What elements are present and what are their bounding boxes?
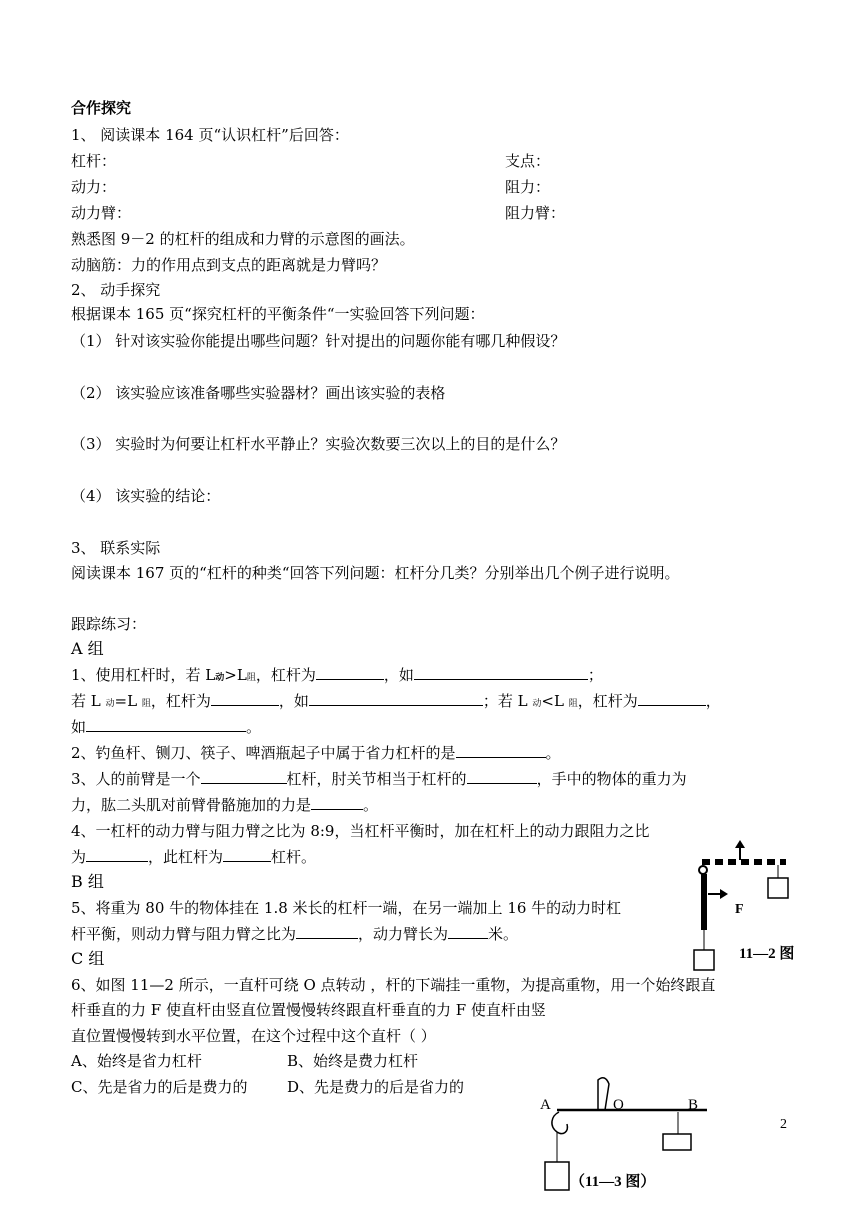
force-label: F xyxy=(735,902,744,917)
right-weight xyxy=(663,1134,691,1150)
figure-11-2-caption: 11—2 图 xyxy=(739,946,795,962)
q4-line1: 4、一杠杆的动力臂与阻力臂之比为 8:9，当杠杆平衡时，加在杠杆上的动力跟阻力之比 xyxy=(71,822,650,840)
option-c: C、先是省力的后是费力的 xyxy=(71,1078,248,1096)
s1-right-1: 阻力： xyxy=(505,178,551,196)
s1-left-1: 动力： xyxy=(71,178,117,196)
q1-line3: 如 。 xyxy=(71,718,262,736)
q1-line2: 若 L 动=L 阻，杠杆为 ，如 ；若 L 动<L 阻，杠杆为 ， xyxy=(71,692,721,710)
s2-q1: （1） 针对该实验你能提出哪些问题？针对提出的问题你能有哪几种假设？ xyxy=(71,332,566,350)
answer-blank[interactable] xyxy=(448,924,488,939)
s2-title: 2、 动手探究 xyxy=(71,281,161,299)
q6-line3: 直位置慢慢转到水平位置，在这个过程中这个直杆（ ） xyxy=(71,1027,436,1045)
answer-blank[interactable] xyxy=(316,665,384,680)
answer-blank[interactable] xyxy=(638,691,706,706)
answer-blank[interactable] xyxy=(309,691,483,706)
answer-blank[interactable] xyxy=(201,769,287,784)
q6-line1: 6、如图 11—2 所示，一直杆可绕 O 点转动 ，杆的下端挂一重物，为提高重物，用一个始终跟直 xyxy=(71,976,716,994)
answer-blank[interactable] xyxy=(311,795,363,810)
force-arrow-head xyxy=(720,889,728,899)
answer-blank[interactable] xyxy=(211,691,279,706)
answer-blank[interactable] xyxy=(86,847,148,862)
q5-line1: 5、将重为 80 牛的物体挂在 1.8 米长的杠杆一端，在另一端加上 16 牛的动力时杠 xyxy=(71,899,622,917)
answer-blank[interactable] xyxy=(467,769,537,784)
section-heading: 合作探究 xyxy=(71,99,132,117)
answer-blank[interactable] xyxy=(223,847,271,862)
option-b: B、始终是费力杠杆 xyxy=(287,1052,419,1070)
label-b: B xyxy=(688,1097,699,1113)
option-a: A、始终是省力杠杆 xyxy=(71,1052,202,1070)
s1-right-2: 阻力臂： xyxy=(505,204,566,222)
pivot-o xyxy=(699,866,707,874)
answer-blank[interactable] xyxy=(456,743,546,758)
q1-line1: 1、使用杠杆时，若 L动>L阻，杠杆为 ，如 ； xyxy=(71,666,603,684)
s3-text: 阅读课本 167 页的“杠杆的种类“回答下列问题：杠杆分几类？分别举出几个例子进行说明。 xyxy=(71,564,680,582)
q2-line: 2、钓鱼杆、铡刀、筷子、啤酒瓶起子中属于省力杠杆的是 。 xyxy=(71,744,561,762)
s2-q2: （2） 该实验应该准备哪些实验器材？画出该实验的表格 xyxy=(71,384,446,402)
q6-line2: 杆垂直的力 F 使直杆由竖直位置慢慢转终跟直杆垂直的力 F 使直杆由竖 xyxy=(71,1001,546,1019)
option-d: D、先是费力的后是省力的 xyxy=(287,1078,465,1096)
s2-q4: （4） 该实验的结论： xyxy=(71,487,221,505)
q3-line2: 力，肱二头肌对前臂骨骼施加的力是 。 xyxy=(71,796,379,814)
figure-11-3-caption: （11—3 图） xyxy=(570,1174,656,1190)
s1-left-2: 动力臂： xyxy=(71,204,132,222)
s1-note2: 动脑筋：力的作用点到支点的距离就是力臂吗？ xyxy=(71,256,387,274)
left-weight xyxy=(545,1162,569,1190)
practice-title: 跟踪练习： xyxy=(71,615,147,633)
up-arrow-head xyxy=(735,840,745,848)
label-a: A xyxy=(540,1097,551,1113)
q4-line2: 为 ，此杠杆为 杠杆。 xyxy=(71,848,317,866)
label-o: O xyxy=(613,1097,624,1113)
s2-intro: 根据课本 165 页“探究杠杆的平衡条件“一实验回答下列问题： xyxy=(71,305,485,323)
s3-title: 3、 联系实际 xyxy=(71,539,161,557)
s1-right-0: 支点： xyxy=(505,152,551,170)
group-c-label: C 组 xyxy=(71,949,105,968)
answer-blank[interactable] xyxy=(296,924,358,939)
bottom-weight xyxy=(694,950,714,970)
q3-line1: 3、人的前臂是一个 杠杆，肘关节相当于杠杆的 ，手中的物体的重力为 xyxy=(71,770,687,788)
s2-q3: （3） 实验时为何要让杠杆水平静止？实验次数要三次以上的目的是什么？ xyxy=(71,435,566,453)
s1-left-0: 杠杆： xyxy=(71,152,117,170)
hand-a xyxy=(552,1112,567,1134)
group-a-label: A 组 xyxy=(71,639,104,658)
q5-line2: 杆平衡，则动力臂与阻力臂之比为 ，动力臂长为 米。 xyxy=(71,925,519,943)
fulcrum xyxy=(598,1078,609,1110)
group-b-label: B 组 xyxy=(71,872,104,891)
page-number: 2 xyxy=(780,1117,787,1132)
answer-blank[interactable] xyxy=(86,717,246,732)
right-weight xyxy=(768,878,788,898)
s1-note1: 熟悉图 9－2 的杠杆的组成和力臂的示意图的画法。 xyxy=(71,230,415,248)
s1-title: 1、 阅读课本 164 页“认识杠杆”后回答： xyxy=(71,126,349,144)
answer-blank[interactable] xyxy=(414,665,588,680)
